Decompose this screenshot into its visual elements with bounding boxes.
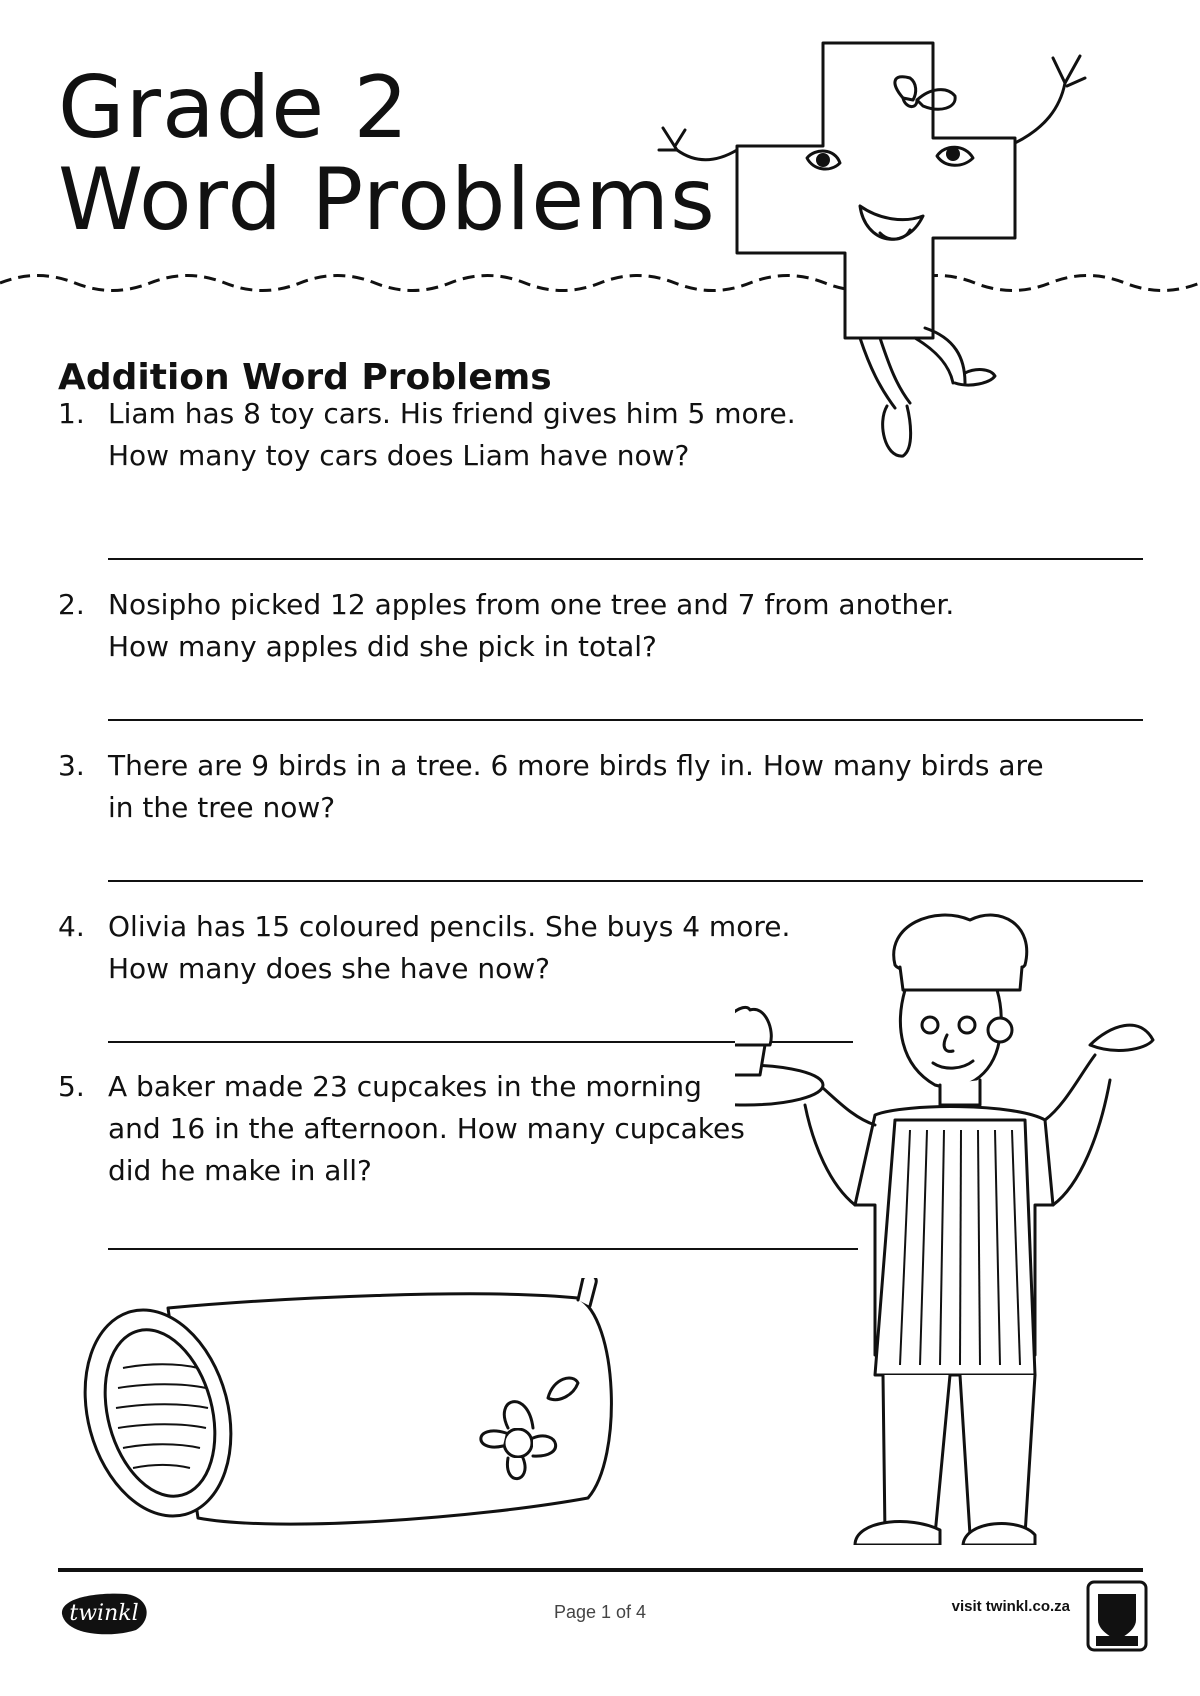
problem-line: Olivia has 15 coloured pencils. She buys 4 more. xyxy=(108,910,791,943)
problem-line: A baker made 23 cupcakes in the morning xyxy=(108,1070,702,1103)
footer-divider xyxy=(58,1568,1143,1572)
page-number: Page 1 of 4 xyxy=(553,1602,647,1622)
logo-text: twinkl xyxy=(69,1601,139,1626)
pencil-case-illustration xyxy=(78,1278,638,1538)
problem-line: How many apples did she pick in total? xyxy=(108,630,657,663)
problem-text xyxy=(108,745,1044,829)
quality-badge-icon xyxy=(1086,1580,1148,1652)
problem-number: 2. xyxy=(58,588,85,621)
problem-line: There are 9 birds in a tree. 6 more birds fly in. How many birds are xyxy=(108,749,1044,782)
title-line-grade: Grade 2 xyxy=(58,58,410,158)
problem-number: 3. xyxy=(58,749,85,782)
answer-line-1[interactable] xyxy=(108,558,1143,560)
problem-number: 4. xyxy=(58,910,85,943)
problem-line: How many does she have now? xyxy=(108,952,550,985)
problem-text xyxy=(108,584,954,668)
problem-line: Nosipho picked 12 apples from one tree and 7 from another. xyxy=(108,588,955,621)
visit-website-link[interactable]: visit twinkl.co.za xyxy=(951,1598,1070,1615)
problem-text xyxy=(108,1066,745,1192)
problem-text xyxy=(108,393,796,477)
problem-text xyxy=(108,906,790,990)
answer-line-2[interactable] xyxy=(108,719,1143,721)
problem-line: Liam has 8 toy cars. His friend gives him 5 more. xyxy=(108,397,796,430)
problem-number: 5. xyxy=(58,1070,85,1103)
page-title xyxy=(58,58,716,250)
section-heading: Addition Word Problems xyxy=(58,357,552,398)
answer-line-3[interactable] xyxy=(108,880,1143,882)
problem-line: How many toy cars does Liam have now? xyxy=(108,439,690,472)
problem-number: 1. xyxy=(58,397,85,430)
baker-character-illustration xyxy=(735,905,1155,1545)
title-line-subject: Word Problems xyxy=(58,150,716,250)
problem-line: in the tree now? xyxy=(108,791,336,824)
problem-line: did he make in all? xyxy=(108,1154,372,1187)
problem-line: and 16 in the afternoon. How many cupcakes xyxy=(108,1112,745,1145)
